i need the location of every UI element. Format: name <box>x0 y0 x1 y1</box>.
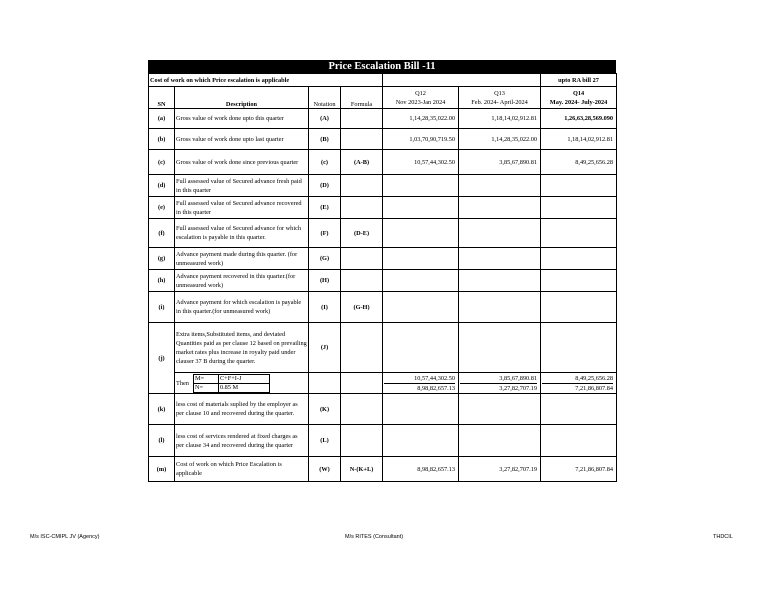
row-q12: 10,57,44,302.50 <box>383 150 459 175</box>
row-description: Full assessed value of Secured advance recovered in this quarter <box>175 197 309 219</box>
row-notation: (c) <box>309 150 341 175</box>
q14-mn <box>541 373 617 394</box>
then-label: Then <box>176 379 189 387</box>
row-formula <box>341 197 383 219</box>
row-q13: 3,27,82,707.19 <box>459 457 541 482</box>
n-label: N= <box>193 383 218 392</box>
row-description: Gross value of work done upto last quarter <box>175 129 309 150</box>
row-notation: (G) <box>309 248 341 270</box>
row-q13: 1,14,28,35,022.00 <box>459 129 541 150</box>
row-q13 <box>459 394 541 425</box>
row-description: less cost of materials suplied by the employer as per clause 10 and recovered during the quarter. <box>175 394 309 425</box>
row-q13 <box>459 292 541 323</box>
q14-label: Q14 <box>572 89 585 97</box>
row-q12 <box>383 219 459 248</box>
row-q12 <box>383 425 459 457</box>
row-formula: N-(K+L) <box>341 457 383 482</box>
row-q12 <box>383 394 459 425</box>
row-q14 <box>541 270 617 292</box>
row-q13 <box>459 248 541 270</box>
header-right: upto RA bill 27 <box>541 74 617 87</box>
table-row <box>149 219 617 248</box>
q13-mn <box>459 373 541 394</box>
row-q14: 1,18,14,02,912.81 <box>541 129 617 150</box>
row-description: Extra items,Substituted items, and deviated Quantities paid as per clause 12 based on prevailing market rates plus increase in royalty paid under clauser 37 B during the quarter. <box>175 323 309 373</box>
row-q12: 1,03,70,90,719.50 <box>383 129 459 150</box>
row-q14 <box>541 197 617 219</box>
row-q14: 8,49,25,656.28 <box>541 150 617 175</box>
page-title: Price Escalation Bill -11 <box>148 60 616 73</box>
row-sn: (k) <box>149 394 175 425</box>
row-q12 <box>383 270 459 292</box>
table-row <box>149 292 617 323</box>
q13-m: 3,85,67,890.81 <box>460 374 537 384</box>
row-formula <box>341 248 383 270</box>
table-row <box>149 457 617 482</box>
q14-n: 7,21,86,807.84 <box>575 384 614 392</box>
row-sn: (g) <box>149 248 175 270</box>
row-formula: (G-H) <box>341 292 383 323</box>
table-row <box>149 270 617 292</box>
table-row-mn <box>149 373 617 394</box>
row-q13 <box>459 219 541 248</box>
row-sn: (b) <box>149 129 175 150</box>
col-q12 <box>383 87 459 109</box>
row-formula <box>341 175 383 197</box>
row-q12 <box>383 248 459 270</box>
row-description: less cost of services rendered at fixed charges as per clause 34 and recovered during the quarter <box>175 425 309 457</box>
row-notation: (D) <box>309 175 341 197</box>
row-notation: (F) <box>309 219 341 248</box>
row-sn: (a) <box>149 109 175 129</box>
row-q14 <box>541 292 617 323</box>
row-q14 <box>541 425 617 457</box>
row-description: Advance payment for which escalation is payable in this quarter.(for unmeasured work) <box>175 292 309 323</box>
row-notation: (J) <box>309 323 341 373</box>
table-row <box>149 109 617 129</box>
row-q13 <box>459 425 541 457</box>
row-q12: 1,14,28,35,022.00 <box>383 109 459 129</box>
q12-period: Nov 2023-Jan 2024 <box>395 98 446 106</box>
col-sn: SN <box>149 87 175 109</box>
row-q14 <box>541 175 617 197</box>
table-row <box>149 129 617 150</box>
col-formula: Formula <box>341 87 383 109</box>
table-row <box>149 323 617 373</box>
row-description: Cost of work on which Price Escalation is applicable <box>175 457 309 482</box>
mn-table <box>193 374 270 393</box>
row-formula <box>341 394 383 425</box>
table-row <box>149 425 617 457</box>
row-q14 <box>541 248 617 270</box>
m-label: M= <box>193 374 218 383</box>
row-formula: (D-E) <box>341 219 383 248</box>
row-sn: (e) <box>149 197 175 219</box>
row-sn: (i) <box>149 292 175 323</box>
row-sn: (c) <box>149 150 175 175</box>
row-q14 <box>541 394 617 425</box>
col-q13 <box>459 87 541 109</box>
row-description: Full assessed value of Secured advance for which escalation is payable in this quarter. <box>175 219 309 248</box>
row-sn: (f) <box>149 219 175 248</box>
row-formula <box>341 129 383 150</box>
col-notation: Notation <box>309 87 341 109</box>
row-notation: (E) <box>309 197 341 219</box>
row-q13: 1,18,14,02,912.81 <box>459 109 541 129</box>
row-q12 <box>383 197 459 219</box>
q12-mn <box>383 373 459 394</box>
row-notation: (K) <box>309 394 341 425</box>
row-sn: (h) <box>149 270 175 292</box>
row-formula <box>341 109 383 129</box>
row-notation: (I) <box>309 292 341 323</box>
q14-period: May. 2024- July-2024 <box>549 98 608 106</box>
q13-period: Feb. 2024- April-2024 <box>471 98 528 106</box>
row-formula <box>341 270 383 292</box>
row-sn: (d) <box>149 175 175 197</box>
row-notation: (A) <box>309 109 341 129</box>
row-q12 <box>383 175 459 197</box>
footer-agency: M/s ISC-CMIPL JV (Agency) <box>30 534 100 540</box>
header-left: Cost of work on which Price escalation is applicable <box>149 74 383 87</box>
row-formula <box>341 425 383 457</box>
row-sn: (l) <box>149 425 175 457</box>
table-row <box>149 197 617 219</box>
footer-owner: THDCIL <box>713 534 733 540</box>
q12-m: 10,57,44,302.50 <box>384 374 455 384</box>
row-notation: (L) <box>309 425 341 457</box>
footer-consultant: M/s RITES (Consultant) <box>345 534 404 540</box>
row-q14: 1,26,63,28,569.090 <box>541 109 617 129</box>
row-description: Gross value of work done since previous quarter <box>175 150 309 175</box>
q13-n: 3,27,82,707.19 <box>499 384 538 392</box>
row-notation: (W) <box>309 457 341 482</box>
row-q14 <box>541 219 617 248</box>
row-q13: 3,85,67,890.81 <box>459 150 541 175</box>
row-formula: (A-B) <box>341 150 383 175</box>
table-row <box>149 248 617 270</box>
row-q13 <box>459 175 541 197</box>
q12-label: Q12 <box>415 89 426 97</box>
escalation-table <box>148 73 617 482</box>
col-q14 <box>541 87 617 109</box>
row-sn: (j) <box>149 323 175 394</box>
table-row <box>149 175 617 197</box>
row-q12 <box>383 292 459 323</box>
row-description: Advance payment made during this quarter. (for unmeasured work) <box>175 248 309 270</box>
row-q13 <box>459 197 541 219</box>
m-formula: C+F+I-J <box>218 374 269 383</box>
row-notation: (B) <box>309 129 341 150</box>
row-notation: (H) <box>309 270 341 292</box>
q14-m: 8,49,25,656.28 <box>542 374 613 384</box>
row-description: Gross value of work done upto this quarter <box>175 109 309 129</box>
row-sn: (m) <box>149 457 175 482</box>
col-description: Description <box>175 87 309 109</box>
table-row <box>149 150 617 175</box>
row-q13 <box>459 270 541 292</box>
row-description: Advance payment recovered in this quarter.(for unmeasured work) <box>175 270 309 292</box>
row-q12: 8,98,82,657.13 <box>383 457 459 482</box>
row-q14: 7,21,86,807.84 <box>541 457 617 482</box>
table-row <box>149 394 617 425</box>
row-description: Full assessed value of Secured advance fresh paid in this quarter <box>175 175 309 197</box>
q12-n: 8,98,82,657.13 <box>417 384 456 392</box>
q13-label: Q13 <box>494 89 505 97</box>
n-formula: 0.85 M <box>218 383 269 392</box>
